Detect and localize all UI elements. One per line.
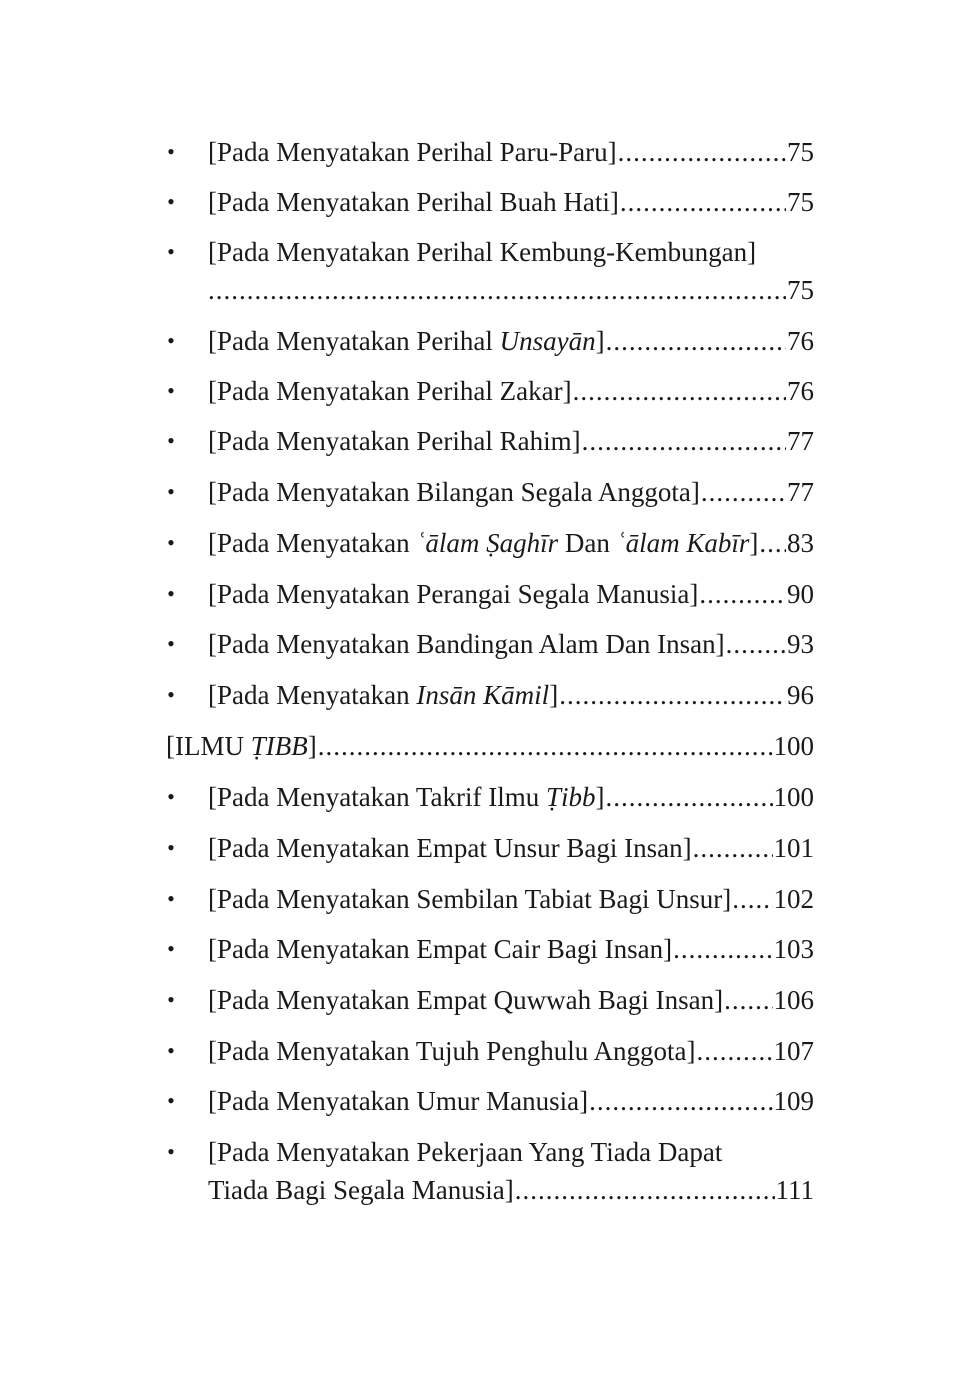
entry-title: [Pada Menyatakan Pekerjaan Yang Tiada Dapat [208,1137,723,1167]
page-number: 100 [773,731,814,761]
toc-entry[interactable] [167,183,814,221]
dot-leader [589,1082,772,1120]
entry-title: [Pada Menyatakan Perangai Segala Manusia] [208,579,699,609]
bullet-icon: • [167,479,175,504]
dot-leader [618,133,786,171]
entry-title: [Pada Menyatakan Perihal Zakar] [208,376,572,406]
italic-term: Unsayān [499,326,596,356]
page-number: 96 [787,680,814,710]
toc-entry[interactable] [167,422,814,460]
page-number: 75 [787,275,814,305]
page-number: 76 [787,376,814,406]
toc-entry[interactable] [167,778,814,816]
dot-leader [573,372,786,410]
entry-title: [Pada Menyatakan Perihal Buah Hati] [208,187,619,217]
dot-leader [693,829,773,867]
bullet-icon: • [167,378,175,403]
dot-leader [673,930,772,968]
page-number: 76 [787,326,814,356]
toc-entry[interactable] [167,829,814,867]
page-number: 102 [773,884,814,914]
page-number: 75 [787,137,814,167]
entry-title: [Pada Menyatakan Sembilan Tabiat Bagi Unsur] [208,884,732,914]
page-number: 77 [787,477,814,507]
dot-leader [701,473,786,511]
entry-title: [Pada Menyatakan Empat Unsur Bagi Insan] [208,833,692,863]
entry-title: [Pada Menyatakan Bandingan Alam Dan Insan] [208,629,725,659]
toc-entry[interactable] [167,981,814,1019]
entry-title: [Pada Menyatakan Takrif Ilmu Ṭibb] [208,782,605,812]
page-number: 83 [787,528,814,558]
bullet-icon: • [167,530,175,555]
page-number: 107 [773,1036,814,1066]
italic-term: ṬIBB [250,731,308,761]
entry-title: [Pada Menyatakan Empat Quwwah Bagi Insan] [208,985,724,1015]
italic-term: Insān Kāmil [416,680,550,710]
page-number: 101 [773,833,814,863]
dot-leader [726,625,786,663]
toc-entry[interactable] [167,625,814,663]
bullet-icon: • [167,581,175,606]
page-number: 100 [773,782,814,812]
toc-section-heading[interactable] [166,727,814,765]
bullet-icon: • [167,328,175,353]
toc-entry[interactable] [167,930,814,968]
bullet-icon: • [167,835,175,860]
entry-title: [Pada Menyatakan Tujuh Penghulu Anggota] [208,1036,696,1066]
bullet-icon: • [167,886,175,911]
bullet-icon: • [167,428,175,453]
entry-title-line2: Tiada Bagi Segala Manusia] [208,1175,514,1205]
toc-entry[interactable] [167,1133,814,1171]
page-number: 106 [773,985,814,1015]
entry-title: [Pada Menyatakan Perihal Kembung-Kembungan] [208,237,757,267]
bullet-icon: • [167,189,175,214]
toc-entry[interactable] [167,372,814,410]
dot-leader [620,183,786,221]
page-number: 75 [787,187,814,217]
section-title: [ILMU ṬIBB] [166,731,317,761]
dot-leader [606,778,773,816]
dot-leader [208,271,786,309]
bullet-icon: • [167,631,175,656]
toc-entry[interactable] [167,676,814,714]
entry-title: [Pada Menyatakan Perihal Unsayān] [208,326,605,356]
entry-title: [Pada Menyatakan Umur Manusia] [208,1086,589,1116]
toc-entry[interactable] [167,133,814,171]
toc-entry[interactable] [167,233,814,271]
bullet-icon: • [167,1139,175,1164]
page-number: 111 [775,1175,814,1205]
toc-entry-continuation[interactable] [208,1171,814,1209]
toc-entry[interactable] [167,1082,814,1120]
toc-entry[interactable] [167,575,814,613]
dot-leader [606,322,786,360]
dot-leader [696,1032,772,1070]
toc-entry[interactable] [167,473,814,511]
bullet-icon: • [167,139,175,164]
toc-entry[interactable] [167,524,814,562]
entry-title: [Pada Menyatakan Perihal Rahim] [208,426,581,456]
bullet-icon: • [167,1038,175,1063]
italic-term: ʿālam Kabīr [616,528,750,558]
bullet-icon: • [167,936,175,961]
italic-term: Ṭibb [546,782,596,812]
toc-entry[interactable] [167,1032,814,1070]
dot-leader [759,524,786,562]
page-number: 77 [787,426,814,456]
italic-term: ʿālam Ṣaghīr [416,528,559,558]
toc-entry[interactable] [167,322,814,360]
entry-title: [Pada Menyatakan Perihal Paru-Paru] [208,137,617,167]
bullet-icon: • [167,987,175,1012]
entry-title: [Pada Menyatakan Empat Cair Bagi Insan] [208,934,673,964]
dot-leader [724,981,772,1019]
entry-title: [Pada Menyatakan Insān Kāmil] [208,680,559,710]
toc-entry-continuation[interactable] [208,271,814,309]
dot-leader [582,422,786,460]
dot-leader [559,676,786,714]
toc-entry[interactable] [167,880,814,918]
dot-leader [515,1171,775,1209]
entry-title: [Pada Menyatakan Bilangan Segala Anggota] [208,477,700,507]
entry-title: [Pada Menyatakan ʿālam Ṣaghīr Dan ʿālam Kabīr] [208,528,759,558]
bullet-icon: • [167,784,175,809]
page-number: 103 [773,934,814,964]
page-number: 109 [773,1086,814,1116]
dot-leader [699,575,786,613]
dot-leader [732,880,772,918]
bullet-icon: • [167,1088,175,1113]
page-number: 90 [787,579,814,609]
bullet-icon: • [167,239,175,264]
bullet-icon: • [167,682,175,707]
dot-leader [318,727,773,765]
page-number: 93 [787,629,814,659]
